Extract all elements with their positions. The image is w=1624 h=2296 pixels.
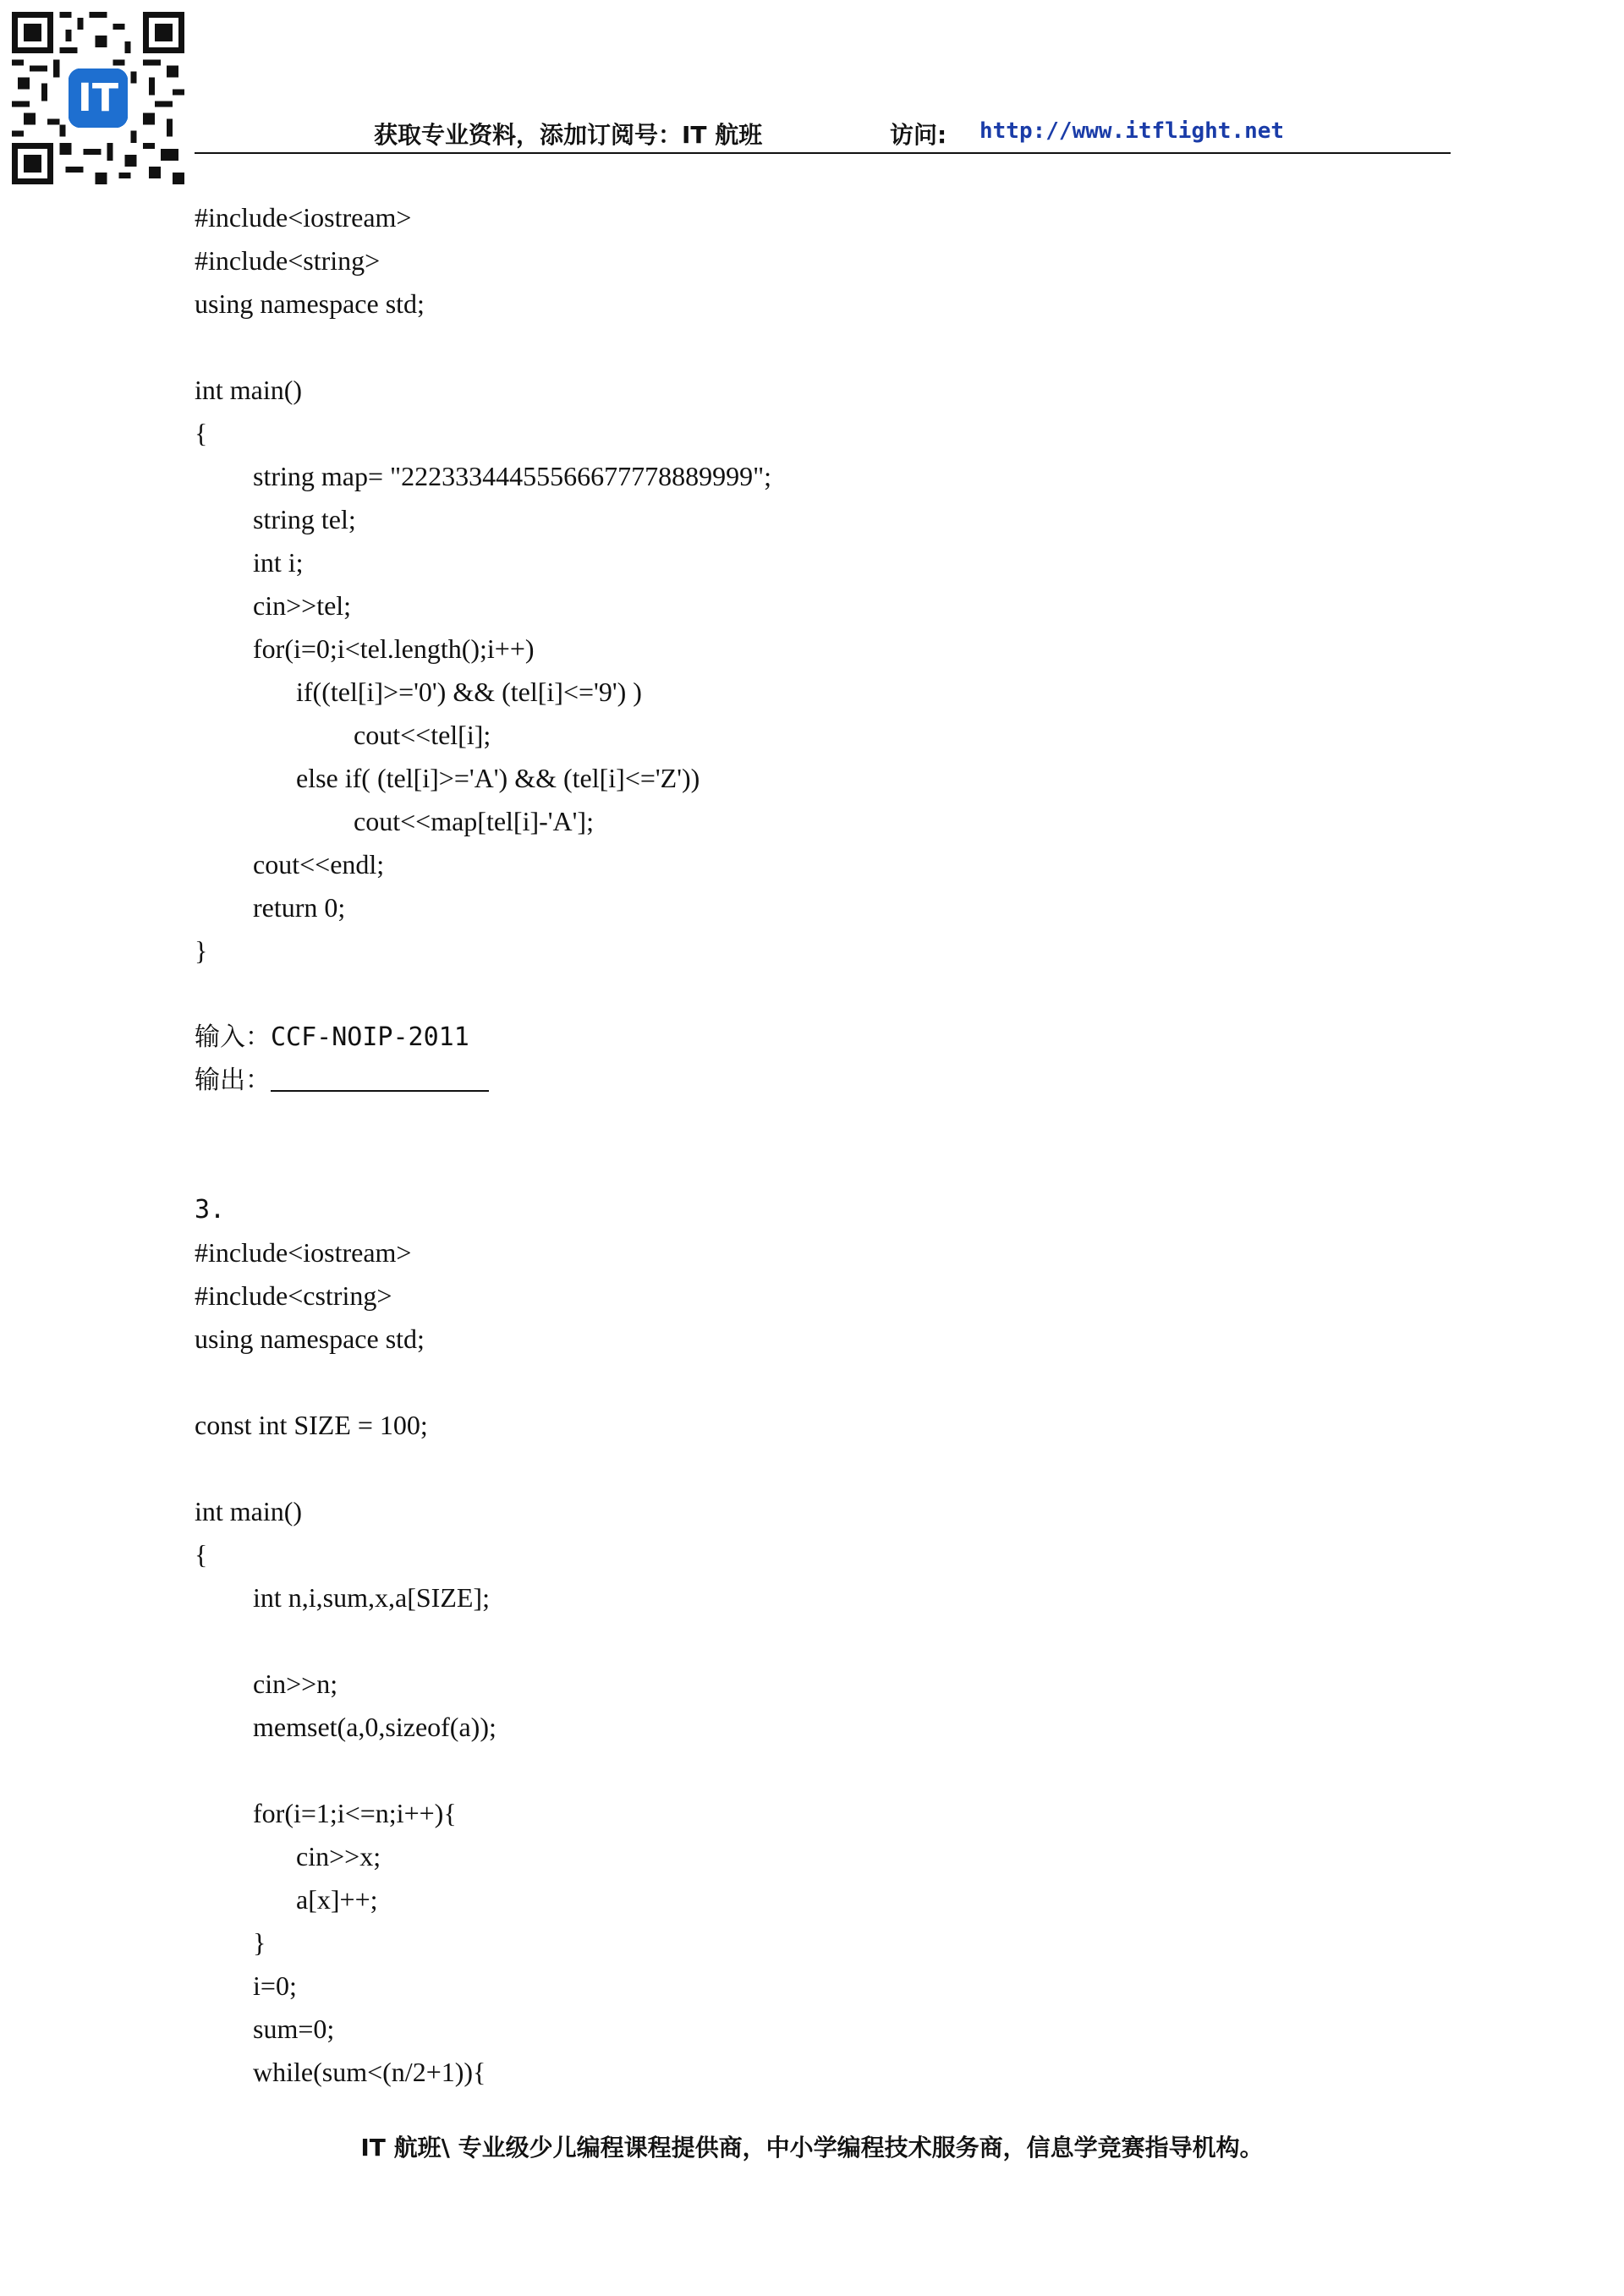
page-footer: IT 航班\ 专业级少儿编程课程提供商，中小学编程技术服务商，信息学竞赛指导机构。 xyxy=(360,2134,1264,2162)
code-line: using namespace std; xyxy=(195,1323,425,1354)
code-line: cin>>n; xyxy=(253,1669,338,1699)
qr-code xyxy=(12,12,184,184)
code-line: memset(a,0,sizeof(a)); xyxy=(253,1712,497,1742)
code-line: #include<cstring> xyxy=(195,1280,392,1311)
code-line: int main() xyxy=(195,1496,303,1526)
input-line xyxy=(195,1016,771,1059)
code-line: using namespace std; xyxy=(195,288,425,319)
document-body xyxy=(195,196,771,2094)
code-line: { xyxy=(195,418,208,448)
code-line: cin>>tel; xyxy=(253,590,352,621)
code-line: return 0; xyxy=(253,892,346,923)
code-line: #include<iostream> xyxy=(195,1237,412,1268)
code-block-2 xyxy=(195,1231,771,2094)
output-line xyxy=(195,1059,771,1102)
code-line: { xyxy=(195,1539,208,1570)
code-line: string map= "22233344455566677778889999"; xyxy=(253,461,772,491)
blank-line xyxy=(195,326,771,369)
code-line: if((tel[i]>='0') && (tel[i]<='9') ) xyxy=(296,677,642,707)
code-line: i=0; xyxy=(253,1970,297,2001)
code-line: a[x]++; xyxy=(296,1884,378,1915)
input-value: CCF-NOIP-2011 xyxy=(271,1022,469,1052)
header-url-link[interactable]: http://www.itflight.net xyxy=(979,118,1285,144)
code-line: } xyxy=(195,935,208,966)
header-visit-label: 访问: xyxy=(890,121,947,149)
code-line: else if( (tel[i]>='A') && (tel[i]<='Z')) xyxy=(296,763,700,793)
blank-line xyxy=(195,1619,771,1663)
section-number: 3. xyxy=(195,1195,226,1225)
answer-blank xyxy=(271,1063,489,1092)
code-line: while(sum<(n/2+1)){ xyxy=(253,2057,486,2087)
code-line: cin>>x; xyxy=(296,1841,381,1871)
code-line: #include<string> xyxy=(195,245,381,276)
qr-logo-text: IT xyxy=(77,74,119,120)
code-line: cout<<map[tel[i]-'A']; xyxy=(354,806,594,836)
blank-line xyxy=(195,1749,771,1792)
code-line: string tel; xyxy=(253,504,356,534)
code-line: cout<<endl; xyxy=(253,849,385,879)
code-line: for(i=0;i<tel.length();i++) xyxy=(253,633,535,664)
code-line: #include<iostream> xyxy=(195,202,412,233)
code-line: for(i=1;i<=n;i++){ xyxy=(253,1798,457,1828)
code-line: int n,i,sum,x,a[SIZE]; xyxy=(253,1582,490,1613)
blank-line xyxy=(195,1447,771,1490)
header-slogan: 获取专业资料，添加订阅号：IT 航班 xyxy=(374,121,763,149)
code-line: cout<<tel[i]; xyxy=(354,720,491,750)
code-line: const int SIZE = 100; xyxy=(195,1410,428,1440)
code-line: sum=0; xyxy=(253,2014,335,2044)
code-line: int i; xyxy=(253,547,304,578)
code-line: int main() xyxy=(195,375,303,405)
output-label: 输出： xyxy=(195,1066,271,1095)
page-header xyxy=(195,113,1451,154)
input-label: 输入： xyxy=(195,1022,271,1052)
code-block-1 xyxy=(195,196,771,973)
blank-line xyxy=(195,1361,771,1404)
code-line: } xyxy=(253,1927,266,1958)
